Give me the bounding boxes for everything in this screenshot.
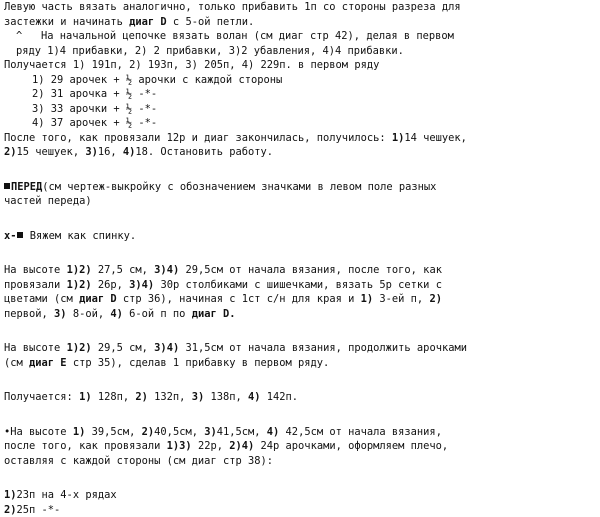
text-line-16: провязали 1)2) 26р, 3)4) 30р столбиками с шишечками, вязать 5р сетки с — [4, 278, 600, 293]
text-line-23: после того, как провязали 1)3) 22р, 2)4) 24р арочками, оформляем плечо, — [4, 439, 600, 454]
square-bullet-icon — [4, 183, 10, 189]
text-line-15: На высоте 1)2) 27,5 см, 3)4) 29,5см от начала вязания, после того, как — [4, 263, 600, 278]
text-line-17: цветами (см диаг D стр 36), начиная с 1ст с/н для края и 1) 3-ей п, 2) — [4, 292, 600, 307]
text-line-24: оставляя с каждой стороны (см диаг стр 38): — [4, 454, 600, 469]
text-line-3: ^ На начальной цепочке вязать волан (см диаг стр 42), делая в первом — [4, 29, 600, 44]
list-item-2: 2) 31 арочка + ½ -*- — [4, 87, 600, 102]
text-line-1: Левую часть вязать аналогично, только прибавить 1п со стороны разреза для — [4, 0, 600, 15]
section-heading-front: ПЕРЕД(см чертеж-выкройку с обозначением значками в левом поле разных — [4, 180, 600, 195]
text-line-20: (см диаг Е стр 35), сделав 1 прибавку в первом ряду. — [4, 356, 600, 371]
text-line-10: После того, как провязали 12р и диаг закончилась, получилось: 1)14 чешуек, — [4, 131, 600, 146]
text-line-25: 1)23п на 4-х рядах — [4, 488, 600, 503]
text-line-26: 2)25п -*- — [4, 503, 600, 517]
text-line-4: ряду 1)4 прибавки, 2) 2 прибавки, 3)2 убавления, 4)4 прибавки. — [4, 44, 600, 59]
list-item-3: 3) 33 арочки + ½ -*- — [4, 102, 600, 117]
list-item-1: 1) 29 арочек + ½ арочки с каждой стороны — [4, 73, 600, 88]
text-line-13: частей переда) — [4, 194, 600, 209]
x-marker-icon: x — [4, 230, 10, 242]
text-line-21: Получается: 1) 128п, 2) 132п, 3) 138п, 4) 142п. — [4, 390, 600, 405]
text-line-5: Получается 1) 191п, 2) 193п, 3) 205п, 4) 229п. в первом ряду — [4, 58, 600, 73]
text-line-19: На высоте 1)2) 29,5 см, 3)4) 31,5см от начала вязания, продолжить арочками — [4, 341, 600, 356]
text-line-22: •На высоте 1) 39,5см, 2)40,5см, 3)41,5см, 4) 42,5см от начала вязания, — [4, 425, 600, 440]
list-item-4: 4) 37 арочек + ½ -*- — [4, 116, 600, 131]
text-line-14: x- Вяжем как спинку. — [4, 229, 600, 244]
text-line-2: застежки и начинать диаг D с 5-ой петли. — [4, 15, 600, 30]
text-line-18: первой, 3) 8-ой, 4) 6-ой п по диаг D. — [4, 307, 600, 322]
square-marker-icon — [17, 232, 23, 238]
text-line-11: 2)15 чешуек, 3)16, 4)18. Остановить работу. — [4, 145, 600, 160]
